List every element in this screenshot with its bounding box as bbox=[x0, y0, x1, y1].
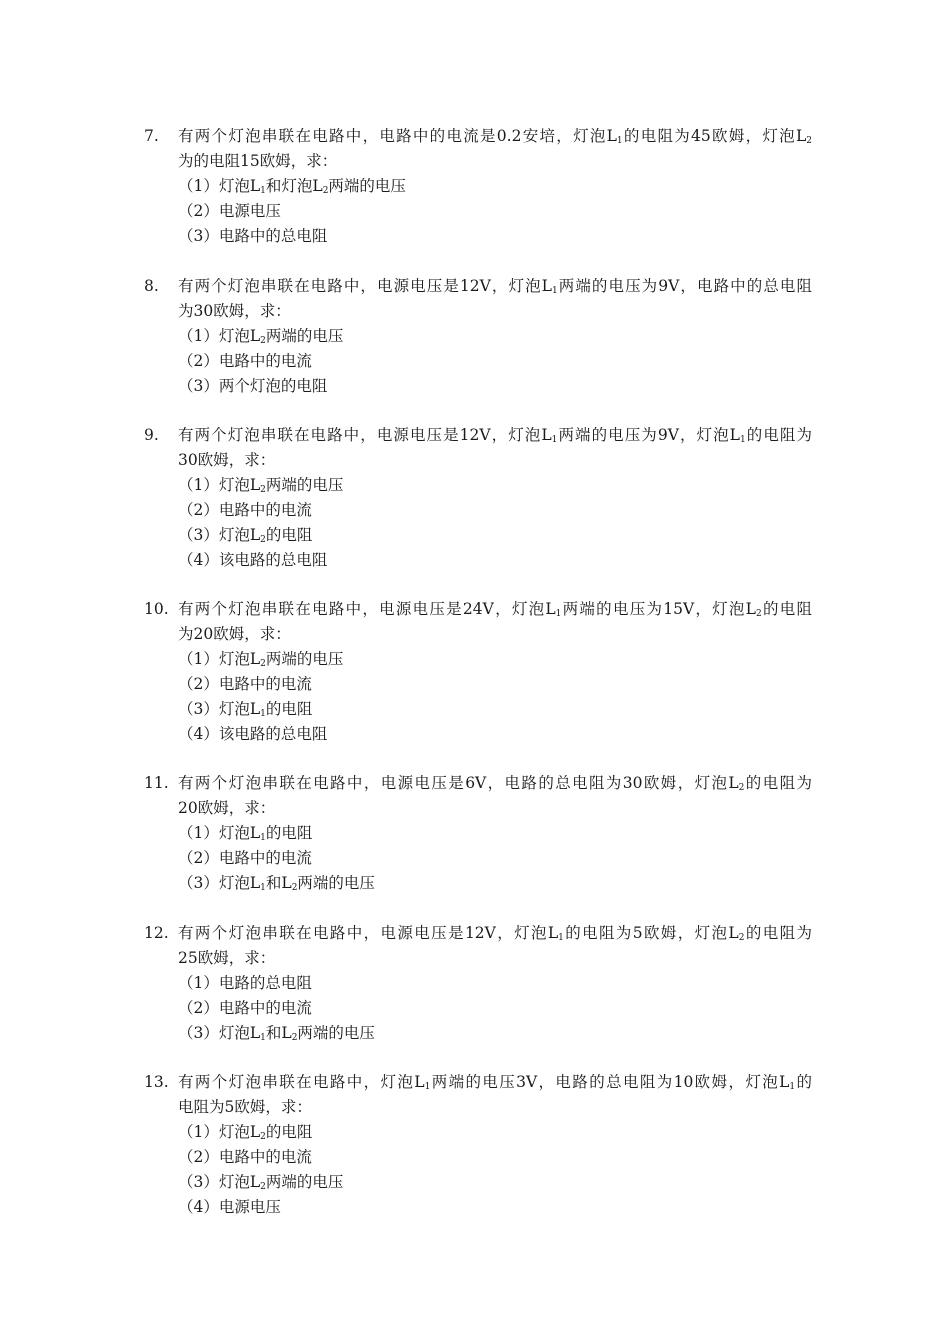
sub-question: （2）电源电压 bbox=[178, 202, 281, 220]
problem-text-line: 有两个灯泡串联在电路中，电路中的电流是0.2安培，灯泡$L_1$的电阻为45欧姆，灯泡$L_2$ bbox=[178, 127, 812, 146]
problem-number: 13. bbox=[144, 1073, 169, 1091]
sub-question: （3）两个灯泡的电阻 bbox=[178, 377, 328, 395]
problem-number: 11. bbox=[144, 774, 169, 792]
sub-question: （3）电路中的总电阻 bbox=[178, 227, 328, 245]
sub-question: （2）电路中的电流 bbox=[178, 999, 312, 1017]
problem-10 bbox=[144, 597, 812, 747]
problem-text-line: 有两个灯泡串联在电路中，电源电压是12V，灯泡$L_1$的电阻为5欧姆，灯泡$L_2$的电阻为 bbox=[178, 924, 812, 943]
sub-question: （4）该电路的总电阻 bbox=[178, 551, 328, 569]
sub-question: （2）电路中的电流 bbox=[178, 501, 312, 519]
problem-text-line: 有两个灯泡串联在电路中，灯泡$L_1$两端的电压3V，电路的总电阻为10欧姆，灯泡$L_1$的 bbox=[178, 1073, 812, 1092]
problem-8 bbox=[144, 274, 812, 399]
sub-question: （3）灯泡$L_2$两端的电压 bbox=[178, 1173, 344, 1192]
sub-question: （1）灯泡$L_1$和灯泡$L_2$两端的电压 bbox=[178, 177, 406, 196]
problem-text-line: 为20欧姆，求： bbox=[178, 625, 291, 643]
sub-question: （2）电路中的电流 bbox=[178, 849, 312, 867]
problem-text-line: 为的电阻15欧姆，求： bbox=[178, 152, 338, 170]
sub-question: （2）电路中的电流 bbox=[178, 1148, 312, 1166]
problem-text-line: 20欧姆，求： bbox=[178, 799, 276, 817]
problem-text-line: 有两个灯泡串联在电路中，电源电压是24V，灯泡$L_1$两端的电压为15V，灯泡$L_2$的电阻 bbox=[178, 600, 812, 619]
sub-question: （1）灯泡$L_2$两端的电压 bbox=[178, 650, 344, 669]
problem-number: 8. bbox=[144, 277, 159, 295]
problem-11 bbox=[144, 771, 812, 896]
sub-question: （4）该电路的总电阻 bbox=[178, 725, 328, 743]
problem-text-line: 有两个灯泡串联在电路中，电源电压是12V，灯泡$L_1$两端的电压为9V，灯泡$L_1$的电阻为 bbox=[178, 426, 812, 445]
problem-number: 10. bbox=[144, 600, 169, 618]
problem-9 bbox=[144, 423, 812, 573]
problem-text-line: 为30欧姆，求： bbox=[178, 302, 291, 320]
problem-text-line: 有两个灯泡串联在电路中，电源电压是12V，灯泡$L_1$两端的电压为9V，电路中的总电阻 bbox=[178, 277, 812, 296]
sub-question: （4）电源电压 bbox=[178, 1198, 281, 1216]
sub-question: （3）灯泡$L_1$和$L_2$两端的电压 bbox=[178, 874, 375, 893]
sub-question: （2）电路中的电流 bbox=[178, 352, 312, 370]
sub-question: （1）灯泡$L_2$两端的电压 bbox=[178, 327, 344, 346]
sub-question: （1）电路的总电阻 bbox=[178, 974, 312, 992]
problem-text-line: 25欧姆，求： bbox=[178, 949, 276, 967]
problem-number: 7. bbox=[144, 127, 159, 145]
sub-question: （2）电路中的电流 bbox=[178, 675, 312, 693]
problem-text-line: 电阻为5欧姆，求： bbox=[178, 1098, 312, 1116]
sub-question: （1）灯泡$L_2$的电阻 bbox=[178, 1123, 313, 1142]
sub-question: （3）灯泡$L_2$的电阻 bbox=[178, 526, 313, 545]
sub-question: （3）灯泡$L_1$的电阻 bbox=[178, 700, 313, 719]
sub-question: （1）灯泡$L_1$的电阻 bbox=[178, 824, 313, 843]
problem-12 bbox=[144, 921, 812, 1046]
problem-13 bbox=[144, 1070, 812, 1220]
problem-7 bbox=[144, 124, 812, 249]
problem-text-line: 有两个灯泡串联在电路中，电源电压是6V，电路的总电阻为30欧姆，灯泡$L_2$的电阻为 bbox=[178, 774, 812, 793]
sub-question: （3）灯泡$L_1$和$L_2$两端的电压 bbox=[178, 1024, 375, 1043]
sub-question: （1）灯泡$L_2$两端的电压 bbox=[178, 476, 344, 495]
problem-number: 12. bbox=[144, 924, 169, 942]
problem-text-line: 30欧姆，求： bbox=[178, 451, 276, 469]
problem-number: 9. bbox=[144, 426, 159, 444]
